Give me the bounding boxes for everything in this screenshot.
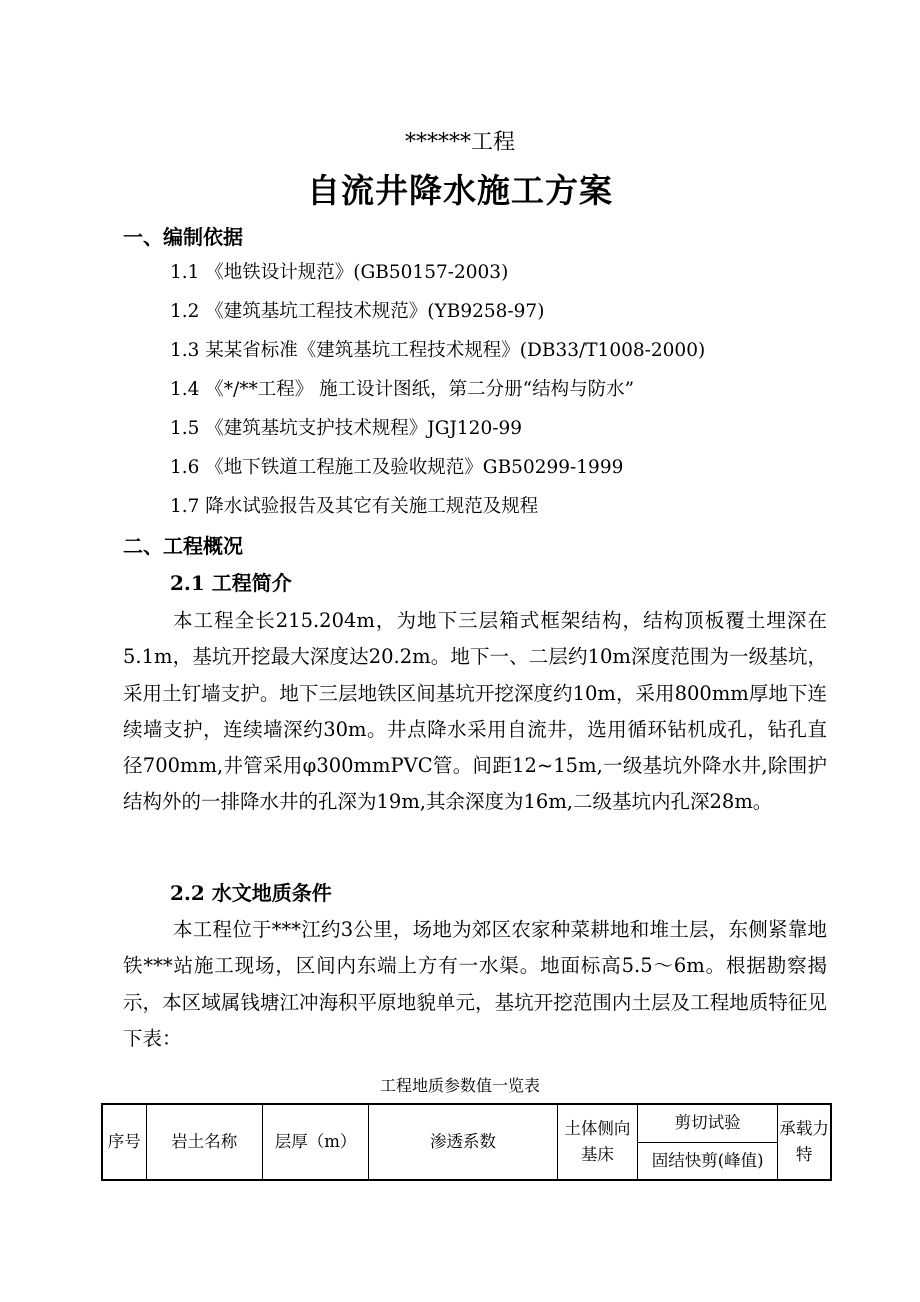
section-heading-overview: 二、工程概况 bbox=[123, 534, 243, 558]
reference-list bbox=[170, 258, 830, 531]
document-title: 自流井降水施工方案 bbox=[307, 171, 613, 210]
header-shear-test: 剪切试验 bbox=[637, 1104, 777, 1142]
reference-item: 1.7 降水试验报告及其它有关施工规范及规程 bbox=[170, 496, 539, 517]
header-permeability: 渗透系数 bbox=[369, 1104, 558, 1180]
geology-parameter-table bbox=[101, 1103, 832, 1181]
header-lateral-bed: 土体侧向基床 bbox=[557, 1104, 637, 1180]
section-heading-basis: 一、编制依据 bbox=[123, 225, 243, 249]
reference-item: 1.1 《地铁设计规范》(GB50157-2003) bbox=[170, 262, 509, 283]
reference-item: 1.4 《*/**工程》 施工设计图纸，第二分册“结构与防水” bbox=[170, 379, 635, 400]
paragraph-hydrogeology: 本工程位于***江约3公里，场地为郊区农家种菜耕地和堆土层，东侧紧靠地铁***站施工现场，区间内东端上方有一水渠。地面标高5.5～6m。根据勘察揭示，本区域属钱塘江冲海积平原地貌单元，基坑开挖范围内土层及工程地质特征见下表： bbox=[123, 918, 827, 1050]
reference-item: 1.2 《建筑基坑工程技术规范》(YB9258-97) bbox=[170, 301, 545, 322]
header-thickness: 层厚（m） bbox=[262, 1104, 368, 1180]
reference-item: 1.3 某某省标准《建筑基坑工程技术规程》(DB33/T1008-2000) bbox=[170, 340, 706, 361]
header-bearing: 承载力特 bbox=[778, 1104, 831, 1180]
header-index: 序号 bbox=[102, 1104, 146, 1180]
subsection-heading-hydrogeology: 2.2 水文地质条件 bbox=[170, 881, 332, 905]
table-caption: 工程地质参数值一览表 bbox=[379, 1076, 540, 1095]
reference-item: 1.6 《地下铁道工程施工及验收规范》GB50299-1999 bbox=[170, 457, 624, 478]
header-soil-name: 岩土名称 bbox=[146, 1104, 262, 1180]
paragraph-intro: 本工程全长215.204m，为地下三层箱式框架结构，结构顶板覆土埋深在5.1m，基坑开挖最大深度达20.2m。地下一、二层约10m深度范围为一级基坑，采用土钉墙支护。地下三层地铁区间基坑开挖深度约10m，采用800mm厚地下连续墙支护，连续墙深约30m。井点降水采用自流井，选用循环钻机成孔，钻孔直径700mm,井管采用φ300mmPVC管。间距12~15m,一级基坑外降水井,除围护结构外的一排降水井的孔深为19m,其余深度为16m,二级基坑内孔深28m。 bbox=[123, 609, 827, 814]
project-subtitle: ******工程 bbox=[404, 130, 515, 155]
reference-item: 1.5 《建筑基坑支护技术规程》JGJ120-99 bbox=[170, 418, 523, 439]
header-shear-sub: 固结快剪(峰值) bbox=[637, 1142, 777, 1180]
subsection-heading-intro: 2.1 工程简介 bbox=[170, 571, 292, 595]
